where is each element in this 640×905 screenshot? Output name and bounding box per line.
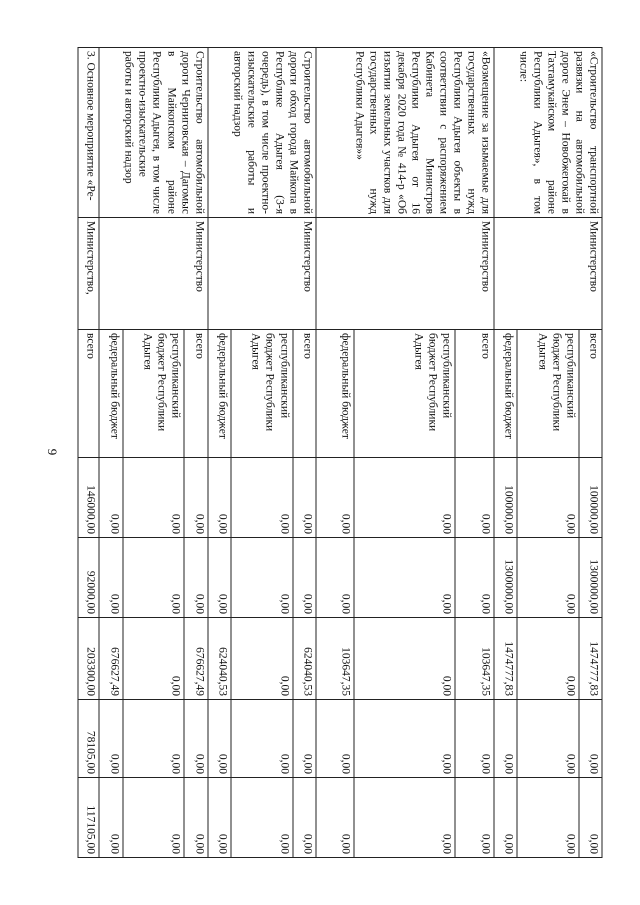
event-name-cell: 3. Основное мероприятие «Ре- [78,48,99,218]
funding-source-cell: республиканский бюджет Республики Адыгея [123,330,185,458]
amount-cell: 0,00 [231,778,293,858]
executor-cell: Министерство [99,218,207,330]
amount-cell: 0,00 [494,700,517,778]
funding-source-cell: федеральный бюджет [494,330,517,458]
amount-cell: 0,00 [455,458,493,538]
amount-cell: 0,00 [123,538,185,618]
amount-cell: 0,00 [316,700,354,778]
amount-cell: 0,00 [231,700,293,778]
amount-cell: 0,00 [494,778,517,858]
amount-cell: 0,00 [354,618,455,700]
amount-cell: 0,00 [208,458,231,538]
amount-cell: 0,00 [123,778,185,858]
amount-cell: 0,00 [354,538,455,618]
amount-cell: 0,00 [316,538,354,618]
amount-cell: 1300000,00 [494,538,517,618]
funding-source-cell: всего [184,330,207,458]
amount-cell: 0,00 [517,618,579,700]
executor-cell: Министерство, [78,218,99,330]
amount-cell: 0,00 [455,778,493,858]
table-row [579,48,602,858]
rotated-page [78,47,603,857]
executor-cell: Министерство [316,218,494,330]
amount-cell: 0,00 [231,618,293,700]
table-row [455,48,493,858]
amount-cell: 0,00 [99,458,122,538]
amount-cell: 0,00 [517,538,579,618]
amount-cell: 0,00 [517,458,579,538]
amount-cell: 0,00 [208,700,231,778]
amount-cell: 0,00 [316,458,354,538]
amount-cell: 0,00 [455,700,493,778]
amount-cell: 0,00 [231,458,293,538]
amount-cell: 0,00 [184,458,207,538]
amount-cell: 0,00 [579,778,602,858]
amount-cell: 103647,35 [316,618,354,700]
amount-cell: 1474777,83 [494,618,517,700]
amount-cell: 0,00 [123,458,185,538]
amount-cell: 0,00 [99,778,122,858]
funding-source-cell: всего [78,330,99,458]
amount-cell: 0,00 [354,700,455,778]
amount-cell: 676627,49 [184,618,207,700]
amount-cell: 0,00 [184,778,207,858]
amount-cell: 0,00 [123,700,185,778]
amount-cell: 0,00 [517,778,579,858]
funding-source-cell: всего [579,330,602,458]
amount-cell: 0,00 [208,538,231,618]
amount-cell: 0,00 [316,778,354,858]
amount-cell: 0,00 [99,700,122,778]
amount-cell: 117105,00 [78,778,99,858]
funding-source-cell: федеральный бюджет [208,330,231,458]
amount-cell: 100000,00 [579,458,602,538]
amount-cell: 0,00 [293,778,316,858]
page-number: 9 [45,448,60,456]
amount-cell: 0,00 [579,700,602,778]
amount-cell: 0,00 [293,538,316,618]
executor-cell: Министерство [494,218,602,330]
amount-cell: 0,00 [455,538,493,618]
amount-cell: 1474777,83 [579,618,602,700]
amount-cell: 78105,00 [78,700,99,778]
amount-cell: 146000,00 [78,458,99,538]
amount-cell: 624040,53 [208,618,231,700]
amount-cell: 0,00 [99,538,122,618]
amount-cell: 0,00 [354,778,455,858]
amount-cell: 103647,35 [455,618,493,700]
table-row [293,48,316,858]
amount-cell: 0,00 [293,700,316,778]
table-row [184,48,207,858]
event-name-cell: «Возмещение за изымаемые для государственных нужд Республики Адыгея объекты в соответствии с распоряжением Кабинета Министров Республики Адыгея от 16 декабря 2020 года № 414-р «Об изъятии земельных участков для государственных нужд Республики Адыгея»» [316,48,494,218]
amount-cell: 0,00 [184,700,207,778]
event-name-cell: «Строительство транспортной развязки на автомобильной дороге Энем – Новобжегокай в Тахтамукайском районе Республики Адыгея», в том числе: [494,48,602,218]
amount-cell: 92000,00 [78,538,99,618]
amount-cell: 203300,00 [78,618,99,700]
event-name-cell: Строительство автомобильной дороги обход города Майкопа в Республике Адыгея (3-я очередь), в том числе проектно-изыскательские работы и авторский надзор [208,48,316,218]
funding-source-cell: республиканский бюджет Республики Адыгея [517,330,579,458]
amount-cell: 100000,00 [494,458,517,538]
amount-cell: 624040,53 [293,618,316,700]
funding-source-cell: республиканский бюджет Республики Адыгея [231,330,293,458]
executor-cell: Министерство [208,218,316,330]
amount-cell: 0,00 [231,538,293,618]
table-row [78,48,99,858]
budget-table [78,47,603,858]
funding-source-cell: всего [455,330,493,458]
funding-source-cell: федеральный бюджет [316,330,354,458]
event-name-cell: Строительство автомобильной дороги Черниговская – Дагомыс в Майкопском районе Республики Адыгея, в том числе проектно-изыскательские работы и авторский надзор [99,48,207,218]
funding-source-cell: федеральный бюджет [99,330,122,458]
amount-cell: 1300000,00 [579,538,602,618]
funding-source-cell: республиканский бюджет Республики Адыгея [354,330,455,458]
amount-cell: 0,00 [123,618,185,700]
amount-cell: 676627,49 [99,618,122,700]
amount-cell: 0,00 [517,700,579,778]
amount-cell: 0,00 [354,458,455,538]
amount-cell: 0,00 [293,458,316,538]
amount-cell: 0,00 [208,778,231,858]
funding-source-cell: всего [293,330,316,458]
amount-cell: 0,00 [184,538,207,618]
